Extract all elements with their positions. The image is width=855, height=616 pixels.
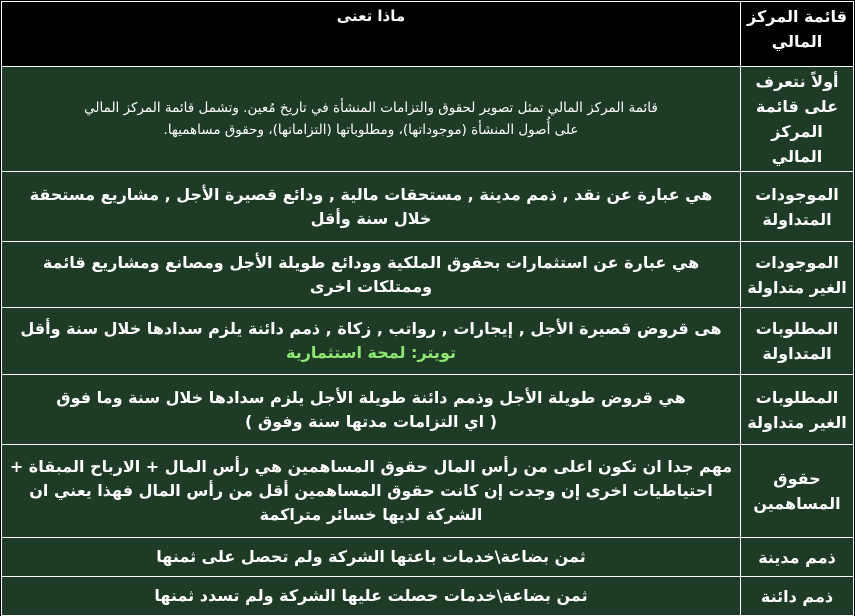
definition-cell — [2, 445, 741, 538]
definition-line: وممتلكات اخرى — [309, 276, 433, 296]
table-row — [2, 445, 854, 538]
table-row — [2, 242, 854, 308]
table-row — [2, 308, 854, 375]
definition-line: هي قروض طويلة الأجل وذمم دائنة طويلة الأجل يلزم سدادها خلال سنة وما فوق — [56, 387, 686, 407]
table-row — [2, 67, 854, 172]
definition-cell — [2, 375, 741, 445]
term-cell: ذمم مدينة — [741, 538, 854, 577]
definition-cell — [2, 67, 741, 172]
definition-cell — [2, 577, 741, 616]
table-row — [2, 577, 854, 616]
term-cell: حقوق المساهمين — [741, 445, 854, 538]
definition-cell — [2, 538, 741, 577]
header-meaning-cell: ماذا تعنى — [2, 2, 741, 67]
term-cell: الموجودات المتداولة — [741, 172, 854, 242]
definition-line: احتياطيات اخرى إن وجدت إن كانت حقوق المساهمين أقل من رأس المال فهذا يعني ان — [29, 481, 713, 500]
definition-cell — [2, 242, 741, 308]
definition-line: خلال سنة وأقل — [310, 208, 432, 228]
table-row — [2, 375, 854, 445]
definition-line: هي عبارة عن استثمارات بحقوق الملكية وودائع طويلة الأجل ومصانع ومشاريع قائمة — [42, 252, 700, 272]
table-row — [2, 172, 854, 242]
term-cell: ذمم دائنة — [741, 577, 854, 616]
definition-line: الشركة لديها خسائر متراكمة — [259, 505, 483, 524]
definition-line: ثمن بضاعة\خدمات حصلت عليها الشركة ولم تسدد ثمنها — [154, 586, 588, 605]
term-cell: المطلوبات المتداولة — [741, 308, 854, 375]
term-cell: الموجودات الغير متداولة — [741, 242, 854, 308]
financial-position-table — [1, 1, 854, 616]
definition-line: مهم جدا ان تكون اعلى من رأس المال حقوق المساهمين هي رأس المال + الارباح المبقاة + — [9, 457, 733, 476]
table-row — [2, 538, 854, 577]
definition-line: قائمة المركز المالي تمثل تصوير لحقوق والتزامات المنشأة في تاريخ مُعين. وتشمل قائمة المركز المالي — [84, 100, 658, 116]
definition-cell — [2, 172, 741, 242]
twitter-handle-text: تويتر: لمحة استثمارية — [286, 343, 456, 362]
definition-line: هي عبارة عن نقد , ذمم مدينة , مستحقات مالية , ودائع قصيرة الأجل , مشاريع مستحقة — [29, 184, 713, 204]
header-row — [2, 2, 854, 67]
definition-cell — [2, 308, 741, 375]
term-cell: المطلوبات الغير متداولة — [741, 375, 854, 445]
header-term-cell: قائمة المركز المالي — [741, 2, 854, 67]
definition-line: هى قروض قصيرة الأجل , إيجارات , رواتب , زكاة , ذمم دائنة يلزم سدادها خلال سنة وأقل — [20, 319, 722, 338]
definition-line: على أُصول المنشأة (موجوداتها)، ومطلوباتها (التزاماتها)، وحقوق مساهميها. — [163, 122, 579, 138]
definition-line: ثمن بضاعة\خدمات باعتها الشركة ولم تحصل على ثمنها — [156, 547, 586, 566]
term-cell: أولاً نتعرف على قائمة المركز المالي — [741, 67, 854, 172]
definition-line: ( اي التزامات مدتها سنة وفوق ) — [244, 411, 498, 431]
